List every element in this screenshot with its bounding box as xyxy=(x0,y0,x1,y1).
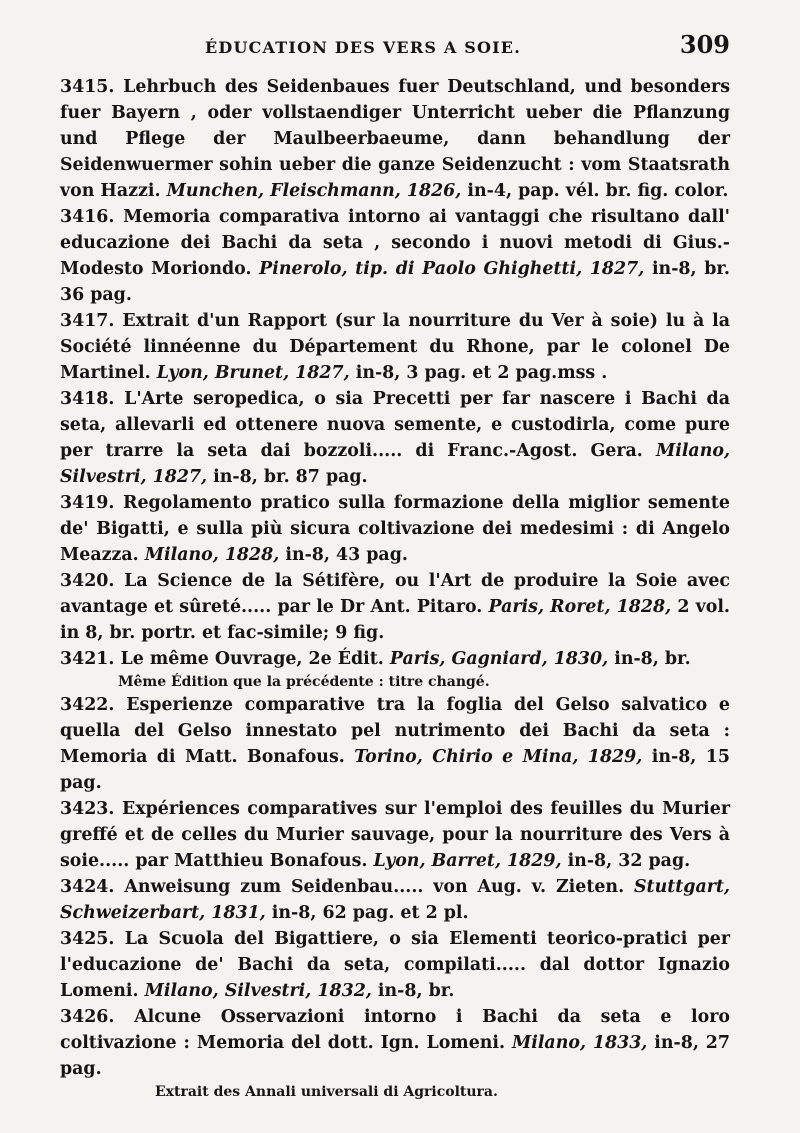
entry-text: Memoria comparativa intorno ai vantaggi che risultano dall' educazione dei Bachi da seta , secondo i nuovi metodi di Gius.-Modesto Moriondo. xyxy=(60,207,730,279)
entry-imprint: Lyon, Barret, 1829, xyxy=(373,851,562,871)
bibliography-entry xyxy=(60,204,730,308)
entry-imprint: Stuttgart, Schweizerbart, 1831, xyxy=(60,877,730,923)
entry-imprint: Pinerolo, tip. di Paolo Ghighetti, 1827, xyxy=(259,259,645,279)
entry-number: 3416. xyxy=(60,207,115,227)
entry-format: in-8, br. 36 pag. xyxy=(60,259,730,305)
bibliography-entry xyxy=(60,646,730,672)
entry-text: Expériences comparatives sur l'emploi des feuilles du Murier greffé et de celles du Murier sauvage, pour la nourriture des Vers à soie..... par Matthieu Bonafous. xyxy=(60,799,730,871)
entry-text: Esperienze comparative tra la foglia del Gelso salvatico e quella del Gelso innestato pel nutrimento dei Bachi da seta : Memoria di Matt. Bonafous. xyxy=(60,695,730,767)
entry-imprint: Torino, Chirio e Mina, 1829, xyxy=(354,747,643,767)
entry-number: 3417. xyxy=(60,311,115,331)
entry-imprint: Milano, Silvestri, 1827, xyxy=(60,441,730,487)
entry-number: 3423. xyxy=(60,799,115,819)
bibliography-entry xyxy=(60,568,730,646)
bibliography-entries xyxy=(60,74,730,1102)
entry-format: in-8, 3 pag. et 2 pag.mss . xyxy=(355,363,608,383)
entry-imprint: Milano, Silvestri, 1832, xyxy=(144,981,372,1001)
bibliography-entry xyxy=(60,386,730,490)
bibliography-entry xyxy=(60,1004,730,1082)
entry-number: 3425. xyxy=(60,929,115,949)
entry-text: Extrait d'un Rapport (sur la nourriture du Ver à soie) lu à la Société linnéenne du Département du Rhone, par le colonel De Martinel. xyxy=(60,311,730,383)
entry-number: 3426. xyxy=(60,1007,115,1027)
entry-text: La Science de la Sétifère, ou l'Art de produire la Soie avec avantage et sûreté..... par le Dr Ant. Pitaro. xyxy=(60,571,730,617)
entry-note: Même Édition que la précédente : titre changé. xyxy=(118,674,490,690)
entry-format: 2 vol. in 8, br. portr. et fac-simile; 9 fig. xyxy=(60,597,730,643)
bibliography-entry xyxy=(60,308,730,386)
bibliography-entry xyxy=(60,692,730,796)
entry-format: in-8, br. xyxy=(377,981,455,1001)
entry-format: in-4, pap. vél. br. fig. color. xyxy=(467,181,729,201)
entry-format: in-8, 62 pag. et 2 pl. xyxy=(271,903,469,923)
entry-imprint: Paris, Gagniard, 1830, xyxy=(389,649,609,669)
entry-imprint: Munchen, Fleischmann, 1826, xyxy=(166,181,462,201)
entry-number: 3422. xyxy=(60,695,115,715)
entry-text: Lehrbuch des Seidenbaues fuer Deutschland, und besonders fuer Bayern , oder vollstaendiger Unterricht ueber die Pflanzung und Pflege der Maulbeerbaeume, dann behandlung der Seidenwuermer sohin ueber die ganze Seidenzucht : vom Staatsrath von Hazzi. xyxy=(60,77,730,201)
entry-text: L'Arte seropedica, o sia Precetti per far nascere i Bachi da seta, allevarli ed ottenere nuova semente, e custodirla, come pure per trarre la seta dai bozzoli..... di Franc.-Agost. Gera. xyxy=(60,389,730,461)
page-number: 309 xyxy=(679,30,730,59)
entry-text: Anweisung zum Seidenbau..... von Aug. v. Zieten. xyxy=(124,877,625,897)
entry-text: Regolamento pratico sulla formazione della miglior semente de' Bigatti, e sulla più sicura coltivazione dei medesimi : di Angelo Meazza. xyxy=(60,493,730,565)
entry-imprint: Milano, 1833, xyxy=(511,1033,648,1053)
entry-imprint: Lyon, Brunet, 1827, xyxy=(156,363,350,383)
entry-imprint: Milano, 1828, xyxy=(144,545,280,565)
entry-number: 3418. xyxy=(60,389,115,409)
entry-imprint: Paris, Roret, 1828, xyxy=(488,597,672,617)
running-title: ÉDUCATION DES VERS A SOIE. xyxy=(205,38,521,57)
bibliography-entry xyxy=(60,490,730,568)
bibliography-entry xyxy=(60,74,730,204)
entry-text: Alcune Osservazioni intorno i Bachi da seta e loro coltivazione : Memoria del dott. Ign. Lomeni. xyxy=(60,1007,730,1053)
bibliography-entry xyxy=(60,874,730,926)
entry-text: La Scuola del Bigattiere, o sia Elementi teorico-pratici per l'educazione de' Bachi da seta, compilati..... dal dottor Ignazio Lomeni. xyxy=(60,929,731,1001)
entry-note: Extrait des Annali universali di Agricoltura. xyxy=(155,1084,498,1100)
entry-text: Le même Ouvrage, 2e Édit. xyxy=(120,649,384,669)
entry-format: in-8, br. xyxy=(614,649,691,669)
bibliography-entry xyxy=(60,796,730,874)
entry-number: 3419. xyxy=(60,493,115,513)
bibliography-entry xyxy=(60,926,730,1004)
entry-format: in-8, 27 pag. xyxy=(60,1033,730,1079)
entry-number: 3420. xyxy=(60,571,115,591)
page-header xyxy=(60,22,730,72)
entry-number: 3415. xyxy=(60,77,115,97)
entry-format: in-8, br. 87 pag. xyxy=(213,467,368,487)
entry-format: in-8, 32 pag. xyxy=(567,851,691,871)
entry-number: 3421. xyxy=(60,649,115,669)
entry-format: in-8, 43 pag. xyxy=(285,545,408,565)
entry-format: in-8, 15 pag. xyxy=(60,747,730,793)
entry-number: 3424. xyxy=(60,877,115,897)
